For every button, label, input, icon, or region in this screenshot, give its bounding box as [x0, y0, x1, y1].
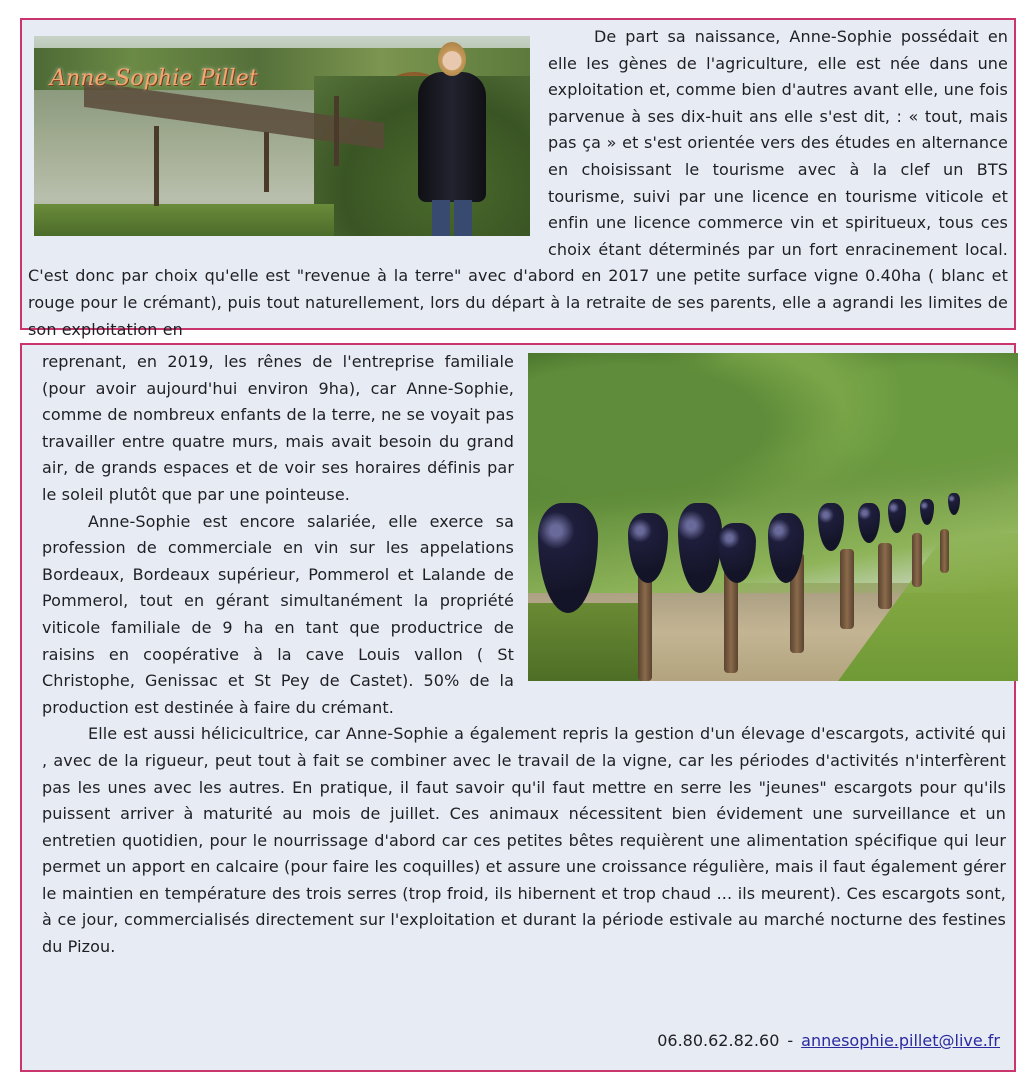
email-link[interactable]: annesophie.pillet@live.fr: [801, 1031, 1000, 1050]
contact-separator: -: [787, 1031, 794, 1050]
snail-farming-paragraph: Elle est aussi hélicicultrice, car Anne-Sophie a également repris la gestion d'un élevage d'escargots, activité qui , avec de la rigueur, peut tout à fait se combiner avec le travail de la vigne, car les périodes d'activités n'interfèrent pas les unes avec les autres. En pratique, il faut savoir qu'il faut mettre en serre les "jeunes" escargots pour qu'ils puissent arriver à maturité au mois de juillet. Ces animaux nécessitent bien évidement une surveillance et un entretien quotidien, pour le nourrissage d'abord car ces petites bêtes requièrent une alimentation spécifique qui leur permet un apport en calcaire (pour faire les coquilles) et assure une croissance régulière, mais il faut également gérer le maintien en température des trois serres (trop froid, ils hibernent et trop chaud ... ils meurent). Ces escargots sont, à ce jour, commercialisés directement sur l'exploitation et durant la période estivale au marché nocturne des festines du Pizou.: [42, 724, 1006, 957]
career-paragraph: reprenant, en 2019, les rênes de l'entreprise familiale (pour avoir aujourd'hui environ 9ha), car Anne-Sophie, comme de nombreux enfants de la terre, ne se voyait pas travailler entre quatre murs, mais avait besoin du grand air, de grands espaces et de voir ses horaires définis par le soleil plutôt que par une pointeuse.: [42, 352, 514, 504]
phone-number: 06.80.62.82.60: [657, 1031, 780, 1050]
bottom-article-panel: [20, 343, 1016, 1072]
bottom-text-block: [42, 349, 1006, 1029]
intro-paragraph: De part sa naissance, Anne-Sophie possédait en elle les gènes de l'agriculture, elle est née dans une exploitation et, comme bien d'autres avant elle, une fois parvenue à ses dix-huit ans elle s'est dit, : « tout, mais pas ça » et s'est orientée vers des études en alternance en choisissant le tourisme avec à la clef un BTS tourisme, suivi par une licence en tourisme viticole et enfin une licence commerce vin et spiritueux, tous ces choix étant déterminés par un fort enracinement local. C'est donc par choix qu'elle est "revenue à la terre" avec d'abord en 2017 une petite surface vigne 0.40ha ( blanc et rouge pour le crémant), puis tout naturellement, lors du départ à la retraite de ses parents, elle a agrandi les limites de son exploitation en: [28, 27, 1008, 339]
vineyard-photo: [528, 353, 1018, 681]
person-figure: [414, 42, 490, 236]
photo-caption: Anne-Sophie Pillet: [50, 66, 258, 91]
top-text-block: [28, 20, 1008, 339]
top-article-panel: [20, 18, 1016, 339]
employment-paragraph: Anne-Sophie est encore salariée, elle exerce sa profession de commerciale en vin sur les appelations Bordeaux, Bordeaux supérieur, Pommerol et Lalande de Pommerol, tout en gérant simultanément la propriété viticole familiale de 9 ha en tant que productrice de raisins en coopérative à la cave Louis vallon ( St Christophe, Genissac et St Pey de Castet). 50% de la production est destinée à faire du crémant.: [42, 511, 514, 717]
portrait-photo: [34, 36, 530, 236]
contact-line: [657, 1029, 1000, 1053]
